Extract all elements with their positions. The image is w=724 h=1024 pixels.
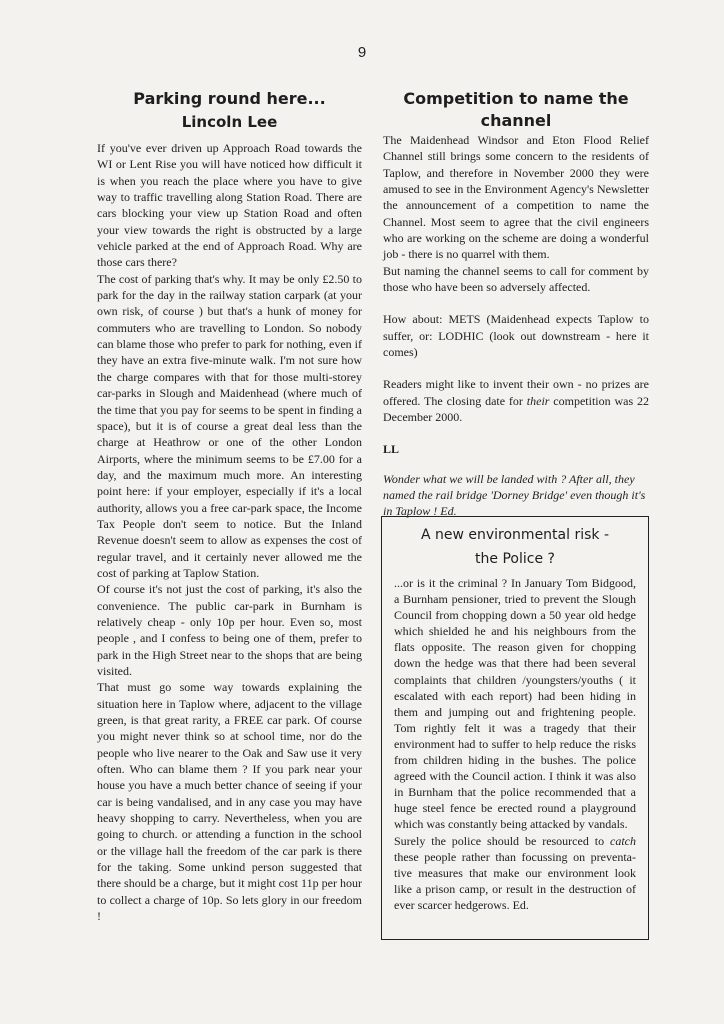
parking-paragraph: That must go some way towards explaining the situation here in Taplow where, adjacent to the village green, is that great rarity, a FREE car park. Of course you might never think so at school time, nor do the people who live nearer to the Oak and Saw use it very often. Who can blame them ? If you park near your house you have a much better chance of seeing if your car is being vandalised, and in any case you may have heavy shopping to carry. Nevertheless, when you are going to church. or attending a function in the school or the village hall the freedom of the car park is there for the taking. Some unkind person suggested that there should be a charge, but it might cost 11p per hour to collect a charge of 10p. So lets glory in our freedom ! xyxy=(97,680,362,924)
police-p2-text: Surely the police should be resourced to xyxy=(394,833,610,848)
police-p2-emphasis: catch xyxy=(610,833,636,848)
channel-p4-text-end: competition was 22 December 2000. xyxy=(383,393,649,425)
police-p2-text-end: these people rather than focussing on preventa-tive measures that make our environment look like a prison camp, or result in the destruction of ever scarcer hedgerows. Ed. xyxy=(394,849,636,912)
parking-paragraph: The cost of parking that's why. It may be only £2.50 to park for the day in the railway station carpark (at your own risk, of course ) but that's a hunk of money for commuters who are travelling to London. So nobody can blame those who prefer to park for nothing, even if they have an extra five-minute walk. I'm not sure how the charge compares with that for those multi-storey car-parks in Slough and Maidenhead (where much of the time that you pay for seems to be spent in finding a space), but it is of course a great deal less than the charge at Heathrow or one of the other London Airports, where the minimum seems to be £7.00 for a day, and the maximum much more. An interesting point here: if your employer, especially if it's a local authority, allows you a free car-park space, the Income Tax People don't seem to notice. But the Inland Revenue doesn't seem to allow as expenses the cost of regular travel, and it certainly never allowed me the cost of parking at Taplow Station. xyxy=(97,271,362,580)
channel-article xyxy=(383,88,649,519)
police-article-box xyxy=(381,516,649,940)
parking-article-title: Parking round here... xyxy=(133,89,326,108)
channel-paragraph: The Maidenhead Windsor and Eton Flood Relief Channel still brings some concern to the residents of Taplow, and therefore in November 2000 they were amused to see in the Environment Agency's Newsletter the announcement of a competition to name the Channel. Most seem to agree that the civil engineers who are working on the scheme are doing a wonderful job - there is no quarrel with them. xyxy=(383,133,649,262)
police-article-body xyxy=(394,575,636,913)
police-title-line2: the Police ? xyxy=(475,551,555,567)
police-paragraph: ...or is it the criminal ? In January Tom Bidgood, a Burnham pensioner, tried to prevent the Slough Council from chopping down a 50 year old hedge which shielded he and his neighbours from the flats opposite. The reason given for chopping down the hedge was that there had been several complaints that children /youngsters/youths ( it escalated with each report) had been hiding in them and jumping out and frightening people. Tom rightly felt it was a tragedy that their environment had to suffer to help reduce the risks from children hiding in the bushes. The police agreed with the Council action. I think it was also in Burnham that the police recommended that a huge steel fence be erected round a playground which was constantly being attacked by vandals. xyxy=(394,576,636,832)
page-number: 9 xyxy=(357,44,367,61)
channel-article-body xyxy=(383,132,649,426)
police-paragraph xyxy=(394,833,636,913)
channel-p4-emphasis: their xyxy=(526,393,550,408)
parking-article-author: Lincoln Lee xyxy=(181,113,278,131)
channel-paragraph: How about: METS (Maidenhead expects Taplow to suffer, or: LODHIC (look out downstream - here it comes) xyxy=(383,312,649,360)
parking-article xyxy=(97,88,362,925)
editor-note: Wonder what we will be landed with ? After all, they named the rail bridge 'Dorney Bridge' even though it's in Taplow ! Ed. xyxy=(383,471,646,519)
police-title-line1: A new environmental risk - xyxy=(420,527,610,543)
parking-paragraph: Of course it's not just the cost of parking, it's also the convenience. The public car-park in Burnham is relatively cheap - only 10p per hour. Even so, most people , and I confess to being one of them, prefer to park in the High Street near to the shops that are being visited. xyxy=(97,582,362,678)
parking-article-body xyxy=(97,140,362,925)
parking-paragraph: If you've ever driven up Approach Road towards the WI or Lent Rise you will have noticed how difficult it is when you reach the place where you have to give way to traffic travelling along Station Road. There are cars blocking your view up Station Road and often your view towards the right is obstructed by a large vehicle parked at the end of Approach Road. Why are those cars there? xyxy=(97,141,362,270)
channel-paragraph: But naming the channel seems to call for comment by those who have been so adversely affected. xyxy=(383,263,649,295)
channel-p4-text: Readers might like to invent their own - no prizes are offered. The closing date for xyxy=(383,377,649,408)
channel-paragraph xyxy=(383,376,649,425)
channel-article-title: Competition to name the channel xyxy=(403,89,629,130)
channel-signature: LL xyxy=(383,441,400,456)
